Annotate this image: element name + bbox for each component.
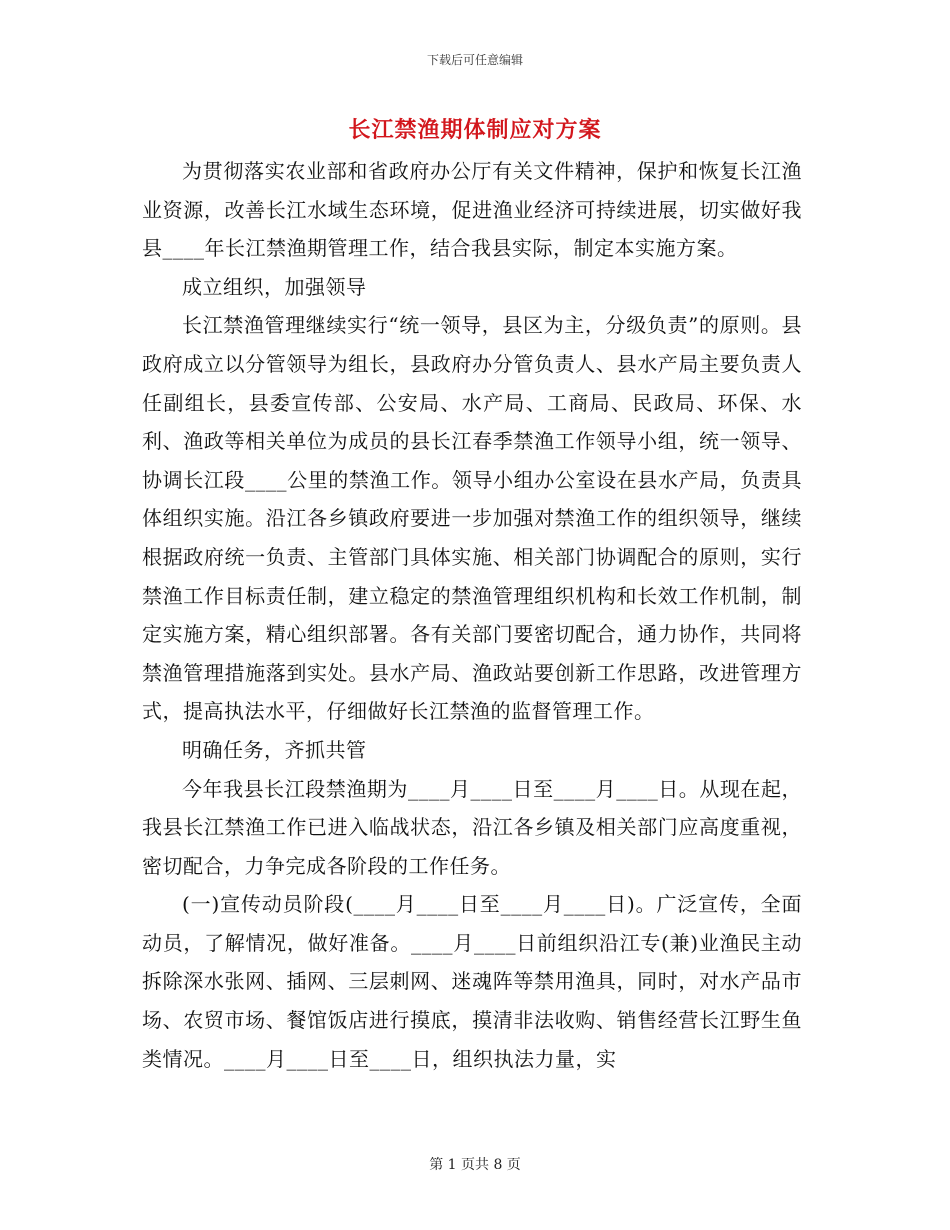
section-heading-organization: 成立组织，加强领导 xyxy=(182,274,367,299)
section-heading-tasks: 明确任务，齐抓共管 xyxy=(182,737,367,762)
page-header-note: 下载后可任意编辑 xyxy=(426,53,523,67)
paragraph-tasks: 今年我县长江段禁渔期为____月____日至____月____日。从现在起，我县长江禁渔工作已进入临战状态，沿江各乡镇及相关部门应高度重视，密切配合，力争完成各阶段的工作任务。 xyxy=(142,776,802,878)
document-title: 长江禁渔期体制应对方案 xyxy=(348,117,602,143)
page-footer-number: 第 1 页共 8 页 xyxy=(429,1157,521,1173)
paragraph-stage-one: (一)宣传动员阶段(____月____日至____月____日)。广泛宣传，全面动员，了解情况，做好准备。____月____日前组织沿江专(兼)业渔民主动拆除深水张网、插网、三层刺网、迷魂阵等禁用渔具，同时，对水产品市场、农贸市场、餐馆饭店进行摸底，摸清非法收购、销售经营长江野生鱼类情况。____月____日至____日，组织执法力量，实 xyxy=(142,892,802,1071)
document-body xyxy=(142,152,802,1078)
paragraph-organization: 长江禁渔管理继续实行“统一领导，县区为主，分级负责”的原则。县政府成立以分管领导为组长，县政府办分管负责人、县水产局主要负责人任副组长，县委宣传部、公安局、水产局、工商局、民政局、环保、水利、渔政等相关单位为成员的县长江春季禁渔工作领导小组，统一领导、协调长江段____公里的禁渔工作。领导小组办公室设在县水产局，负责具体组织实施。沿江各乡镇政府要进一步加强对禁渔工作的组织领导，继续根据政府统一负责、主管部门具体实施、相关部门协调配合的原则，实行禁渔工作目标责任制，建立稳定的禁渔管理组织机构和长效工作机制，制定实施方案，精心组织部署。各有关部门要密切配合，通力协作，共同将禁渔管理措施落到实处。县水产局、渔政站要创新工作思路，改进管理方式，提高执法水平，仔细做好长江禁渔的监督管理工作。 xyxy=(142,313,802,724)
paragraph-intro: 为贯彻落实农业部和省政府办公厅有关文件精神，保护和恢复长江渔业资源，改善长江水域生态环境，促进渔业经济可持续进展，切实做好我县____年长江禁渔期管理工作，结合我县实际，制定本实施方案。 xyxy=(142,159,802,261)
